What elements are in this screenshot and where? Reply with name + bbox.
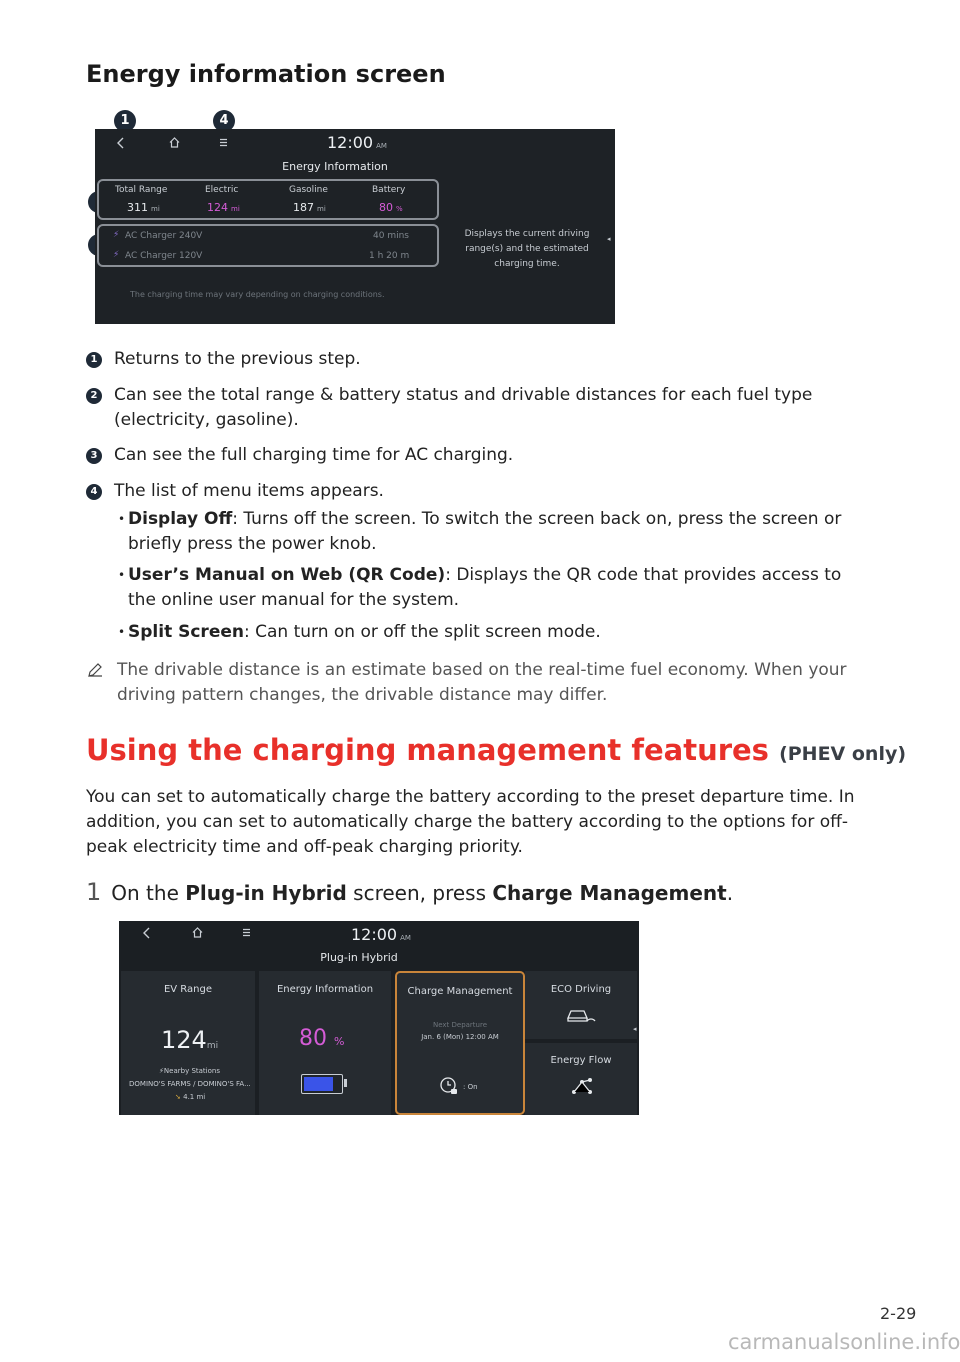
charger-120-name: AC Charger 120V — [125, 251, 203, 261]
charger-240-name: AC Charger 240V — [125, 231, 203, 241]
range-label-battery: Battery — [372, 185, 406, 195]
battery-percent: 80 % — [299, 1026, 345, 1051]
eco-driving-tile[interactable] — [525, 971, 637, 1039]
list-item: 2 Can see the total range & battery status and drivable distances for each fuel type (electricity, gasoline). — [86, 383, 866, 433]
plug-in-hybrid-screen — [119, 921, 639, 1115]
charging-note: The charging time may vary depending on charging conditions. — [130, 290, 385, 299]
intro-paragraph: You can set to automatically charge the battery according to the preset departure time. In addition, you can set to automatically charge the battery according to the options for off-peak electricity time and off-peak charging priority. — [86, 787, 855, 857]
range-value-gasoline: 187 mi — [293, 201, 326, 214]
bullet-users-manual: • User’s Manual on Web (QR Code): Displays the QR code that provides access to the online user manual for the system. — [128, 563, 868, 613]
bullet-split-screen: • Split Screen: Can turn on or off the split screen mode. — [128, 620, 868, 645]
charge-status: : On — [463, 1083, 478, 1091]
range-label-electric: Electric — [205, 185, 239, 195]
home-icon[interactable] — [191, 926, 204, 939]
charger-240-time: 40 mins — [373, 231, 409, 241]
energy-flow-tile[interactable] — [525, 1043, 637, 1115]
range-value-total: 311 mi — [127, 201, 160, 214]
chevron-left-icon[interactable] — [141, 927, 153, 939]
note-text: The drivable distance is an estimate based on the real-time fuel economy. When your driving pattern changes, the drivable distance may differ. — [117, 660, 847, 705]
clock-time: 12:00 — [327, 133, 374, 152]
range-label-total: Total Range — [115, 185, 168, 195]
screen-title: Plug-in Hybrid — [320, 951, 398, 964]
range-value-electric: 124 mi — [207, 201, 240, 214]
energy-info-label: Energy Information — [276, 984, 374, 995]
ev-range-label: EV Range — [163, 984, 213, 995]
side-description: Displays the current driving range(s) and the estimated charging time. — [464, 229, 590, 269]
caret-icon: ◂ — [607, 235, 611, 243]
nearby-stations-label: ⚡Nearby Stations — [159, 1067, 220, 1075]
charge-management-tile[interactable] — [395, 971, 525, 1115]
bolt-icon: ⚡ — [113, 250, 120, 260]
screen-title: Energy Information — [282, 160, 388, 173]
nearby-distance: ➘ 4.1 mi — [175, 1093, 206, 1101]
menu-icon[interactable] — [241, 927, 252, 938]
callout-1: 1 — [114, 110, 136, 132]
section-title: Energy information screen — [86, 60, 446, 88]
list-item: 3 Can see the full charging time for AC charging. — [86, 443, 866, 468]
energy-flow-icon — [571, 1077, 593, 1095]
energy-flow-label: Energy Flow — [550, 1055, 612, 1066]
clock-ampm: AM — [376, 142, 387, 150]
charge-management-label: Charge Management — [407, 986, 513, 997]
charging-heading: Using the charging management features (PHEV only) — [86, 733, 907, 767]
step-1: 1 On the Plug-in Hybrid screen, press Charge Management. — [86, 878, 734, 906]
battery-gauge — [301, 1074, 343, 1094]
range-box — [97, 179, 439, 220]
car-gauge-icon — [565, 1005, 597, 1025]
bolt-icon: ⚡ — [159, 1067, 164, 1075]
nearby-station-name: DOMINO'S FARMS / DOMINO'S FA... — [129, 1080, 251, 1088]
range-label-gasoline: Gasoline — [289, 185, 328, 195]
pencil-note-icon — [86, 661, 104, 679]
bolt-icon: ⚡ — [113, 230, 120, 240]
charger-box — [97, 224, 439, 267]
battery-fill — [304, 1077, 333, 1091]
range-value-battery: 80 % — [379, 201, 403, 214]
chevron-left-icon[interactable] — [115, 137, 127, 149]
next-departure-label: Next Departure — [432, 1021, 488, 1029]
eco-driving-label: ECO Driving — [550, 984, 612, 995]
list-item: 4 The list of menu items appears. — [86, 479, 866, 504]
clock — [351, 925, 411, 944]
ev-range-value: 124mi — [161, 1026, 219, 1054]
menu-icon[interactable] — [218, 137, 229, 148]
bullet-display-off: • Display Off: Turns off the screen. To switch the screen back on, press the screen or briefly press the power knob. — [128, 507, 868, 557]
home-icon[interactable] — [168, 136, 181, 149]
watermark: carmanualsonline.info — [728, 1330, 960, 1354]
route-icon: ➘ — [175, 1093, 181, 1101]
next-departure-value: Jan. 6 (Mon) 12:00 AM — [421, 1033, 499, 1041]
clock-ampm: AM — [400, 934, 411, 942]
caret-icon: ◂ — [633, 1025, 637, 1033]
clock — [327, 133, 387, 152]
energy-information-tile[interactable] — [259, 971, 391, 1115]
ev-range-tile[interactable] — [121, 971, 255, 1115]
page-number: 2-29 — [880, 1304, 917, 1323]
clock-time: 12:00 — [351, 925, 398, 944]
callout-4: 4 — [213, 110, 235, 132]
battery-terminal — [344, 1079, 347, 1087]
charger-120-time: 1 h 20 m — [369, 251, 410, 261]
clock-charge-icon — [439, 1076, 459, 1096]
list-item: 1 Returns to the previous step. — [86, 347, 866, 372]
energy-information-screen — [95, 129, 615, 324]
